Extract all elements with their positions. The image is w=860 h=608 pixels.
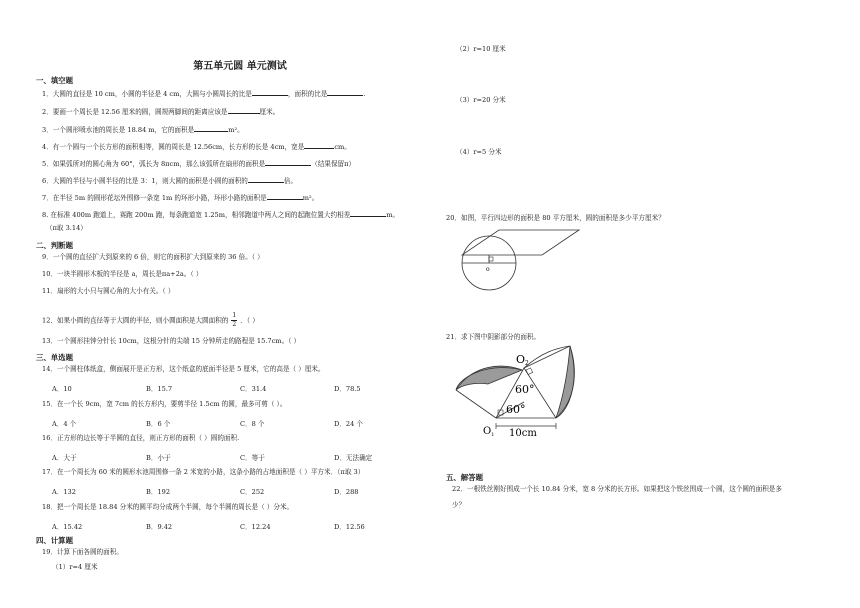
q8-text-b: m。 xyxy=(386,211,400,219)
q21-label-o1: $O_1$ xyxy=(483,426,495,438)
q20-label-o: o xyxy=(486,266,490,273)
q2-blank[interactable] xyxy=(228,106,260,114)
question-22-line-2: 少？ xyxy=(452,501,466,509)
q16-option-b[interactable]: B．小于 xyxy=(146,454,171,462)
q12-denominator: 2 xyxy=(232,321,237,328)
q16-option-a[interactable]: A．大于 xyxy=(52,454,77,462)
question-20: 20．如图，平行四边形的面积是 80 平方厘米，圆的面积是多少平方厘米？ xyxy=(446,214,665,222)
q12-text-b: ．（ ） xyxy=(240,316,259,325)
q8-pi-note: （π取 3.14） xyxy=(46,224,87,232)
section-solve: 五、解答题 xyxy=(446,473,483,482)
q2-text-a: 2．要画一个周长是 12.56 厘米的圆，圆规两脚间的距离应该是 xyxy=(42,108,228,116)
q15-option-a[interactable]: A．4 个 xyxy=(52,420,77,428)
q7-blank[interactable] xyxy=(267,192,303,200)
q16-option-c[interactable]: C．等于 xyxy=(240,454,265,462)
question-14: 14．一个圆柱体纸盒，侧面展开是正方形，这个纸盒的底面半径是 5 厘米，它的高是（ ）厘米。 xyxy=(42,365,325,373)
q4-text-a: 4．有一个圆与一个长方形的面积相等，圆的周长是 12.56cm，长方形的长是 4cm，宽是 xyxy=(42,143,305,151)
question-8 xyxy=(42,209,399,220)
q14-option-b[interactable]: B．15.7 xyxy=(146,385,173,393)
q1-text-b: ，面积的比是 xyxy=(287,90,328,98)
q7-text-b: m²。 xyxy=(302,194,319,202)
q20-right-angle-mark xyxy=(489,257,493,261)
q17-option-b[interactable]: B．192 xyxy=(146,488,171,496)
section-fill-blank: 一、填空题 xyxy=(36,76,73,85)
q21-label-o2: O2 xyxy=(516,353,529,367)
question-1 xyxy=(42,88,366,99)
q6-blank[interactable] xyxy=(248,175,284,183)
q15-option-c[interactable]: C．8 个 xyxy=(240,420,265,428)
q21-angle-bottom: 60° xyxy=(506,403,526,416)
q14-option-c[interactable]: C．31.4 xyxy=(240,385,267,393)
q1-blank-1[interactable] xyxy=(252,88,288,96)
q12-text-a: 12．如果小圆的直径等于大圆的半径，则小圆面积是大圆面积的 xyxy=(42,316,229,325)
q19-part-2: （2）r=10 厘米 xyxy=(456,45,506,53)
q8-text-a: 8. 在标准 400m 跑道上，赛跑 200m 跑，每条跑道宽 1.25m，相邻跑道中两人之间的起跑位置大约相差 xyxy=(42,211,351,219)
question-6 xyxy=(42,175,297,186)
q21-length-label: 10cm xyxy=(509,428,537,439)
question-15: 15．在一个长 9cm，宽 7cm 的长方形内，要剪半径 1.5cm 的圆，最多可剪（ ）。 xyxy=(42,400,287,408)
q20-parallelogram xyxy=(462,230,579,255)
q1-text-a: 1．大圆的直径是 10 cm，小圆的半径是 4 cm，大圆与小圆周长的比是 xyxy=(42,90,252,98)
q18-option-b[interactable]: B．9.42 xyxy=(146,523,173,531)
q21-right-angle-top xyxy=(526,368,533,375)
q20-figure xyxy=(452,226,582,296)
question-17: 17．在一个周长为 60 米的圆形水池周围修一条 2 米宽的小路，这条小路的占地面积是（ ）平方米．（π取 3） xyxy=(42,468,365,476)
question-19: 19．计算下面各圆的面积。 xyxy=(42,548,123,556)
section-single-choice: 三、单选题 xyxy=(36,353,73,362)
question-2 xyxy=(42,106,279,117)
question-10: 10．一块半圆形木板的半径是 a，周长是πa+2a。（ ） xyxy=(42,270,203,278)
q5-text-b: （结果保留π） xyxy=(311,160,356,168)
question-4 xyxy=(42,141,351,152)
q6-text-a: 6．大圆的半径与小圆半径的比是 3：1，则大圆的面积是小圆的面积的 xyxy=(42,177,248,185)
q18-option-d[interactable]: D．12.56 xyxy=(334,523,365,531)
question-5 xyxy=(42,158,355,169)
q19-part-1: （1）r=4 厘米 xyxy=(52,563,98,571)
q19-part-4: （4）r=5 分米 xyxy=(456,148,502,156)
question-9: 9．一个圆的直径扩大到原来的 6 倍，则它的面积扩大到原来的 36 倍。（ ） xyxy=(42,253,264,261)
q1-text-c: . xyxy=(363,90,366,98)
section-true-false: 二、判断题 xyxy=(36,241,73,250)
q17-option-c[interactable]: C．252 xyxy=(240,488,265,496)
q17-option-a[interactable]: A．132 xyxy=(52,488,76,496)
question-22-line-1: 22．一根铁丝刚好围成一个长 10.84 分米，宽 8 分米的长方形。如果把这个铁丝围成一个圆，这个圆的面积是多 xyxy=(452,485,782,493)
q15-option-b[interactable]: B．6 个 xyxy=(146,420,171,428)
q2-text-b: 厘米。 xyxy=(259,108,280,116)
question-11: 11．扇形的大小只与圆心角的大小有关。（ ） xyxy=(42,287,175,295)
q19-part-3: （3）r=20 分米 xyxy=(456,96,506,104)
q21-figure xyxy=(452,340,582,440)
q21-shaded-region-right xyxy=(556,346,574,418)
question-12 xyxy=(42,312,259,329)
q3-text-b: m²。 xyxy=(228,126,244,134)
q7-text-a: 7．在半径 5m 的圆形花坛外围修一条宽 1m 的环形小路，环形小路的面积是 xyxy=(42,194,267,202)
q8-blank[interactable] xyxy=(350,209,386,217)
q21-angle-top: 60° xyxy=(515,383,535,396)
question-16: 16．正方形的边长等于半圆的直径，则正方形的面积（ ）圆的面积. xyxy=(42,434,240,442)
q3-blank[interactable] xyxy=(194,124,228,132)
q6-text-b: 倍。 xyxy=(283,177,298,185)
q21-top-chord xyxy=(524,346,570,368)
question-21: 21．求下图中阴影部分的面积。 xyxy=(446,333,541,341)
q5-blank[interactable] xyxy=(265,158,311,166)
q12-fraction xyxy=(231,312,237,329)
section-calculation: 四、计算题 xyxy=(36,536,73,545)
q12-numerator: 1 xyxy=(232,312,237,319)
question-3 xyxy=(42,124,244,135)
q16-option-d[interactable]: D．无法确定 xyxy=(334,454,373,462)
q3-text-a: 3．一个圆形喷水池的周长是 18.84 m，它的面积是 xyxy=(42,126,195,134)
q4-blank[interactable] xyxy=(304,141,334,149)
q1-blank-2[interactable] xyxy=(327,88,366,98)
q18-option-a[interactable]: A．15.42 xyxy=(52,523,83,531)
q18-option-c[interactable]: C．12.24 xyxy=(240,523,271,531)
q4-text-b: cm。 xyxy=(334,143,351,151)
page-title: 第五单元圆 单元测试 xyxy=(193,61,287,72)
q14-option-d[interactable]: D．78.5 xyxy=(334,385,361,393)
question-18: 18．把一个周长是 18.84 分米的圆平均分成两个半圆，每个半圆的周长是（ ）分米。 xyxy=(42,503,294,511)
question-7 xyxy=(42,192,318,203)
q14-option-a[interactable]: A．10 xyxy=(52,385,72,393)
q5-text-a: 5．如果弧所对的圆心角为 60°，弧长为 8πcm，那么该弧所在扇形的面积是 xyxy=(42,160,266,168)
q17-option-d[interactable]: D．288 xyxy=(334,488,359,496)
q15-option-d[interactable]: D．24 个 xyxy=(334,420,363,428)
q21-left-chord xyxy=(456,390,496,418)
question-13: 13．一个圆形挂钟分针长 10cm，这根分针的尖端 15 分钟所走的路程是 15.7cm。（ ） xyxy=(42,337,301,345)
